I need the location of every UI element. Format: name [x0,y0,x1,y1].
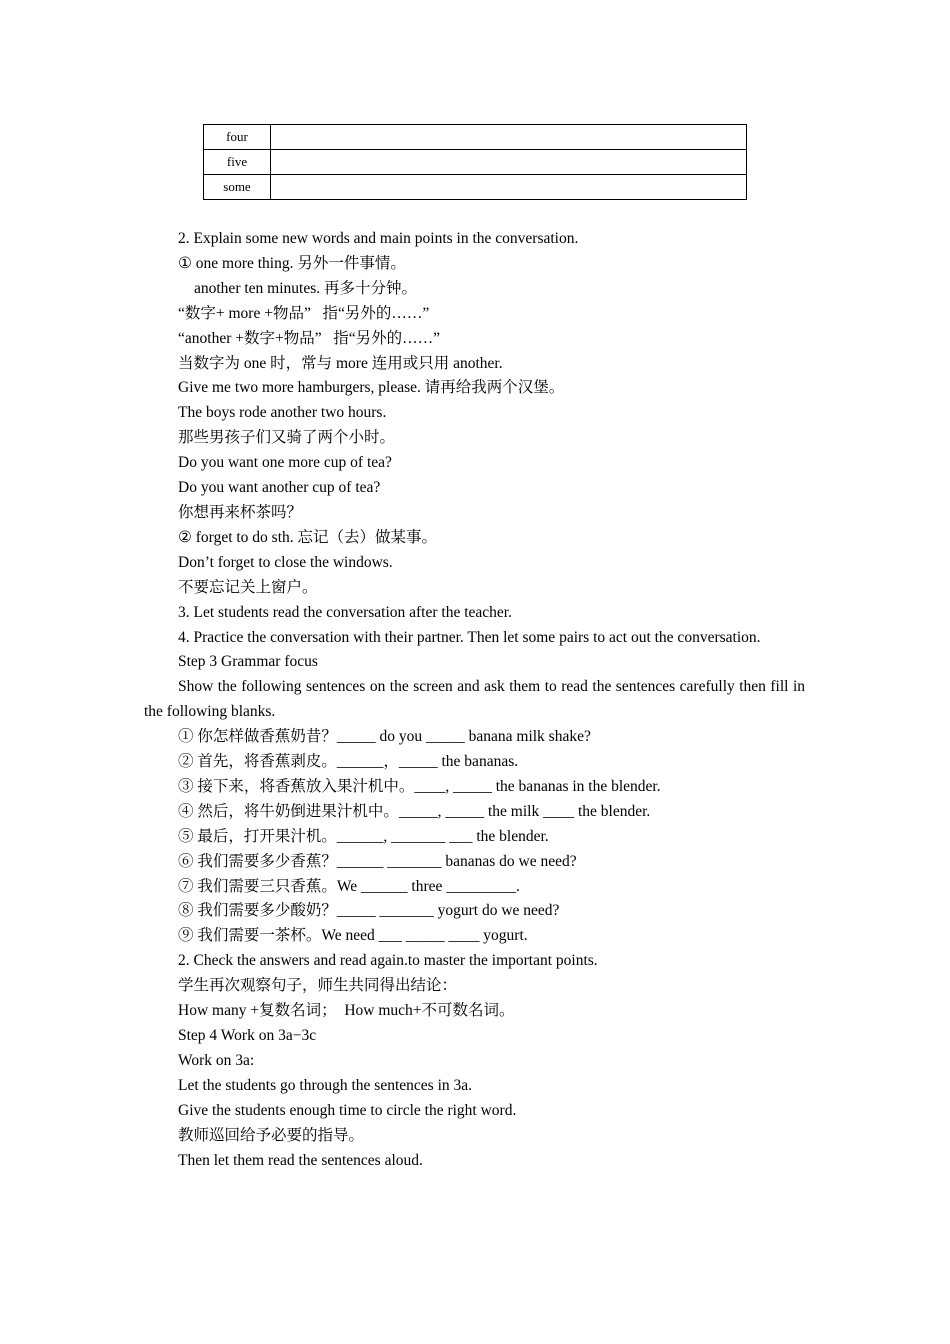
exercise-item: ⑤ 最后，打开果汁机。______, _______ ___ the blender. [178,827,549,845]
exercise-item: ⑨ 我们需要一茶杯。We need ___ _____ ____ yogurt. [178,927,528,945]
paragraph: 3. Let students read the conversation after the teacher. [178,603,512,621]
word-cell: four [204,125,271,150]
table-row [204,175,747,200]
step-heading: Step 3 Grammar focus [178,653,318,671]
paragraph: Work on 3a: [178,1051,255,1069]
word-cell: some [204,175,271,200]
paragraph: 那些男孩子们又骑了两个小时。 [178,429,396,447]
paragraph: ② forget to do sth. 忘记（去）做某事。 [178,528,438,546]
paragraph: “数字+ more +物品” 指“另外的……” [178,304,430,322]
exercise-item: ③ 接下来，将香蕉放入果汁机中。____, _____ the bananas in the blender. [178,777,661,795]
paragraph: Don’t forget to close the windows. [178,553,393,571]
table-row [204,150,747,175]
exercise-item: ⑦ 我们需要三只香蕉。We ______ three _________. [178,877,520,895]
paragraph: Do you want one more cup of tea? [178,454,392,472]
paragraph: How many +复数名词； How much+不可数名词。 [178,1002,515,1020]
meaning-cell [271,175,747,200]
paragraph: 4. Practice the conversation with their partner. Then let some pairs to act out the conversation. [178,628,761,646]
paragraph: Give the students enough time to circle the right word. [178,1101,517,1119]
lesson-text [144,227,809,1173]
paragraph: Let the students go through the sentences in 3a. [178,1076,473,1094]
paragraph: The boys rode another two hours. [178,404,387,422]
paragraph: 2. Check the answers and read again.to master the important points. [178,952,598,970]
paragraph: 2. Explain some new words and main points in the conversation. [178,230,579,247]
step-heading: Step 4 Work on 3a−3c [178,1027,317,1044]
exercise-item: ⑥ 我们需要多少香蕉？______ _______ bananas do we need? [178,852,577,870]
meaning-cell [271,150,747,175]
meaning-cell [271,125,747,150]
vocabulary-table [203,124,747,200]
paragraph: “another +数字+物品” 指“另外的……” [178,329,440,347]
exercise-item: ④ 然后，将牛奶倒进果汁机中。_____, _____ the milk ____ the blender. [178,802,651,820]
exercise-item: ⑧ 我们需要多少酸奶？_____ _______ yogurt do we need? [178,902,560,920]
paragraph: 你想再来杯茶吗？ [178,503,303,521]
exercise-item: ② 首先，将香蕉剥皮。______，_____ the bananas. [178,753,519,771]
word-cell: five [204,150,271,175]
paragraph: another ten minutes. 再多十分钟。 [194,279,417,297]
exercise-item: ① 你怎样做香蕉奶昔？_____ do you _____ banana milk shake? [178,728,591,746]
paragraph: 学生再次观察句子，师生共同得出结论： [178,977,458,995]
paragraph: 当数字为 one 时，常与 more 连用或只用 another. [178,354,503,372]
paragraph: Give me two more hamburgers, please. 请再给我两个汉堡。 [178,379,565,397]
paragraph: 教师巡回给予必要的指导。 [178,1126,365,1144]
paragraph: Do you want another cup of tea? [178,479,381,497]
paragraph: Then let them read the sentences aloud. [178,1151,423,1169]
paragraph: 不要忘记关上窗户。 [178,578,318,596]
table-row [204,125,747,150]
paragraph: Show the following sentences on the screen and ask them to read the sentences carefully then fill in the following blanks. [144,678,809,721]
paragraph: ① one more thing. 另外一件事情。 [178,254,406,272]
